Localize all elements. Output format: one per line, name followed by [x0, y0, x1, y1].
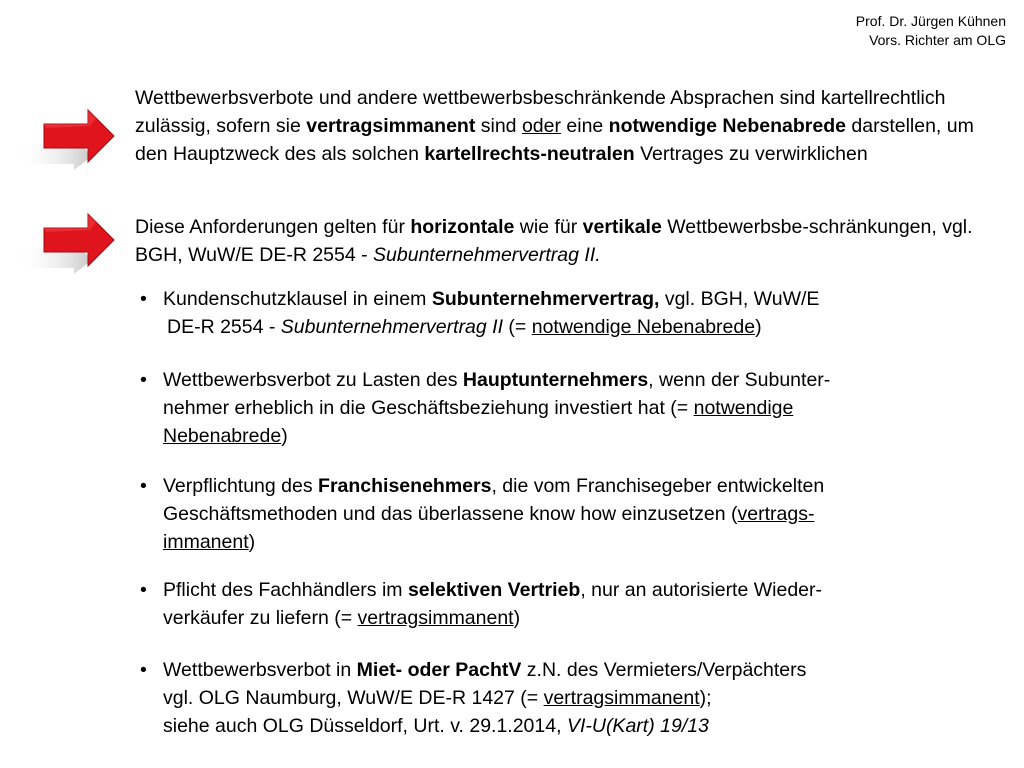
underlined-term: oder	[521, 115, 561, 137]
italic-citation: Subunternehmervertrag II.	[373, 244, 601, 266]
text-segment: z.N. des Vermieters/Verpächters	[521, 659, 807, 681]
bold-term: Subunternehmervertrag,	[431, 288, 660, 310]
text-segment: Kundenschutzklausel in einem	[163, 288, 432, 310]
author-name: Prof. Dr. Jürgen Kühnen	[855, 13, 1006, 29]
bullet-item-3	[140, 472, 1000, 556]
text-segment: eine	[560, 115, 609, 137]
underlined-term: Nebenabrede	[163, 425, 282, 447]
text-segment: )	[281, 425, 288, 447]
text-segment: verkäufer zu liefern (=	[163, 607, 358, 629]
bullet-dot: •	[140, 579, 147, 601]
red-arrow-icon	[16, 108, 120, 178]
underlined-term: vertrags-	[737, 503, 815, 525]
text-segment: vgl. OLG Naumburg, WuW/E DE-R 1427 (=	[163, 687, 544, 709]
text-segment: wie für	[514, 216, 583, 238]
bullet-item-2	[140, 366, 1000, 450]
text-segment: );	[699, 687, 712, 709]
text-segment: )	[513, 607, 521, 629]
text-segment: Geschäftsmethoden und das überlassene know how einzusetzen (	[163, 503, 738, 525]
bold-term: kartellrechts-neutralen	[424, 143, 635, 165]
underlined-term: notwendige	[693, 397, 794, 419]
author-block	[856, 12, 1006, 50]
text-segment: Vertrages zu verwirklichen	[634, 143, 868, 165]
bullet-dot: •	[140, 659, 147, 681]
bullet-item-5	[140, 656, 1000, 740]
text-segment: Wettbewerbsverbot zu Lasten des	[163, 369, 463, 391]
text-segment: Wettbewerbsverbote und andere wettbewerbsbeschränkende Absprachen sind kartellrechtlich zulässig, sofern sie	[135, 87, 946, 137]
bold-term: vertragsimmanent	[306, 115, 476, 137]
text-segment: Pflicht des Fachhändlers im	[163, 579, 408, 601]
text-segment: Diese Anforderungen gelten für	[135, 216, 411, 238]
paragraph-2	[135, 213, 995, 269]
bold-term: notwendige Nebenabrede	[608, 115, 846, 137]
red-arrow-icon	[16, 212, 120, 282]
bold-term: Miet- oder PachtV	[356, 659, 522, 681]
underlined-term: notwendige Nebenabrede	[531, 316, 756, 338]
bold-term: horizontale	[410, 216, 515, 238]
text-segment: , wenn der Subunter-	[648, 369, 831, 391]
bullet-item-4	[140, 576, 1000, 632]
italic-citation: VI-U(Kart) 19/13	[566, 715, 709, 737]
underlined-term: vertragsimmanent	[543, 687, 700, 709]
text-segment: siehe auch OLG Düsseldorf, Urt. v. 29.1.2014,	[163, 715, 567, 737]
text-segment: (=	[503, 316, 532, 338]
bold-term: Franchisenehmers	[318, 475, 492, 497]
bold-term: vertikale	[582, 216, 662, 238]
text-segment: )	[248, 531, 256, 553]
bold-term: Hauptunternehmers	[462, 369, 649, 391]
text-segment: , die vom Franchisegeber entwickelten	[491, 475, 825, 497]
text-segment: nehmer erheblich in die Geschäftsbeziehung investiert hat (=	[163, 397, 694, 419]
bullet-dot: •	[140, 369, 147, 391]
text-segment: darstellen, um den Hauptzweck des als solchen	[135, 115, 974, 165]
text-segment: )	[755, 316, 762, 338]
text-segment: Wettbewerbsverbot in	[163, 659, 357, 681]
italic-citation: Subunternehmervertrag II	[280, 316, 503, 338]
paragraph-1	[135, 84, 995, 168]
bullet-dot: •	[140, 475, 147, 497]
bullet-dot: •	[140, 288, 147, 310]
text-segment: Wettbewerbsbe-schränkungen, vgl. BGH, WuW/E DE-R 2554 -	[135, 216, 973, 266]
text-segment: DE-R 2554 -	[167, 316, 281, 338]
text-segment: Verpflichtung des	[163, 475, 319, 497]
text-segment: , nur an autorisierte Wieder-	[580, 579, 822, 601]
underlined-term: immanent	[163, 531, 249, 553]
text-segment: sind	[475, 115, 522, 137]
author-role: Vors. Richter am OLG	[869, 32, 1006, 48]
text-segment: vgl. BGH, WuW/E	[659, 288, 820, 310]
bullet-item-1	[140, 285, 1000, 341]
underlined-term: vertragsimmanent	[357, 607, 514, 629]
bold-term: selektiven Vertrieb	[407, 579, 581, 601]
